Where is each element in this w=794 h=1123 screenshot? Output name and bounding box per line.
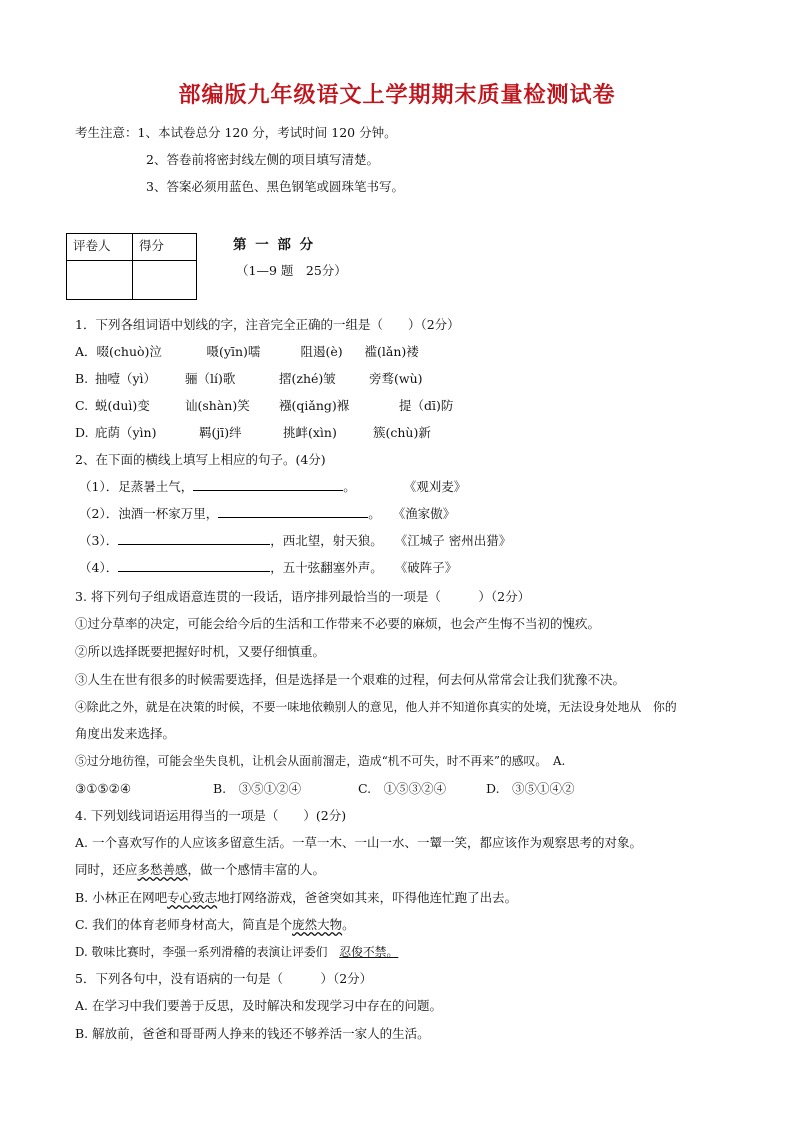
option-word: 抽噎（yì）	[95, 371, 157, 386]
source-title: 《渔家傲》	[392, 506, 456, 521]
option-text: 。	[342, 917, 355, 932]
option-text: C. 我们的体育老师身材高大，简直是个	[75, 917, 293, 932]
underlined-term: 专心致志	[167, 890, 218, 905]
page-title: 部编版九年级语文上学期期末质量检测试卷	[178, 83, 616, 108]
q3-sentence: ②所以选择既要把握好时机，又要仔细慎重。	[75, 644, 326, 659]
underlined-term: 庞然大物	[292, 917, 343, 932]
option-word: 簇(chù)新	[373, 425, 431, 440]
notice-item: 1、本试卷总分 120 分，考试时间 120 分钟。	[137, 125, 397, 140]
option-word: 阻遏(è)	[300, 344, 343, 359]
option-word: 挑衅(xìn)	[283, 425, 337, 440]
line-number: （2）．	[79, 506, 119, 521]
q1-option-d	[75, 424, 431, 442]
option-word: 襁(qiǎng)褓	[279, 398, 350, 413]
question-3-stem: 3. 将下列句子组成语意连贯的一段话，语序排列最恰当的一项是（ ）（2分）	[75, 589, 531, 604]
option-label: A．	[75, 344, 97, 359]
option: ③①⑤②④	[75, 781, 132, 796]
q3-sentence: ①过分草率的决定，可能会给今后的生活和工作带来不必要的麻烦，也会产生悔不当初的愧疚。	[75, 616, 601, 631]
option-text: ，做一个感情丰富的人。	[187, 862, 326, 877]
option-label: D.	[75, 425, 89, 440]
grader-header: 评卷人	[67, 234, 133, 261]
notice-label: 考生注意：	[75, 125, 138, 140]
option-word: 旁骛(wù)	[369, 371, 423, 386]
question-4-stem: 4. 下列划线词语运用得当的一项是（ ）(2分)	[75, 808, 347, 823]
option-text: 地打网络游戏，爸爸突如其来，吓得他连忙跑了出去。	[217, 890, 518, 905]
option: C. ①⑤③②④	[358, 781, 447, 796]
score-cell[interactable]	[133, 261, 197, 300]
score-header: 得分	[133, 234, 197, 261]
q3-sentence: ⑤过分地彷徨，可能会坐失良机，让机会从面前溜走，造成“机不可失，时不再来”的感叹。 A.	[75, 754, 566, 768]
question-1-stem: 1．下列各组词语中划线的字，注音完全正确的一组是（ ）（2分）	[75, 317, 460, 332]
q4-option-a-cont	[75, 861, 325, 879]
question-5-stem: 5．下列各句中，没有语病的一句是（ ）（2分）	[75, 971, 373, 986]
q3-sentence: 角度出发来选择。	[75, 726, 176, 741]
q5-option-a: A. 在学习中我们要善于反思，及时解决和发现学习中存在的问题。	[75, 998, 442, 1013]
q4-option-a: A. 一个喜欢写作的人应该多留意生活。一草一木、一山一水、一颦一笑，都应该作为观察思考的对象。	[75, 835, 642, 850]
q3-sentence: ④除此之外，就是在决策的时候，不要一味地依赖别人的意见，他人并不知道你真实的处境，无法设身处地从 你的	[75, 700, 677, 714]
option-text: D. 敬味比赛时，李强一系列滑稽的表演让评委们	[75, 945, 340, 959]
option-label: B.	[75, 371, 89, 386]
line-text: ，五十弦翻塞外声。	[270, 560, 383, 575]
option-label: C.	[75, 398, 89, 413]
option-text: B. 小林正在网吧	[75, 890, 168, 905]
line-text: ，西北望，射天狼。	[270, 533, 383, 548]
part-subtitle: （1—9 题 25分）	[236, 263, 347, 278]
line-text: 浊酒一杯家万里，	[118, 506, 219, 521]
option-word: 嗫(yīn)嚅	[206, 344, 261, 359]
q2-line-2	[79, 505, 455, 523]
option-word: 啜(chuò)泣	[96, 344, 162, 359]
option-word: 褴(lǎn)褛	[364, 344, 419, 359]
underlined-term: 多愁善感	[137, 862, 188, 877]
option-word: 讪(shàn)笑	[185, 398, 250, 413]
q4-option-d	[75, 943, 398, 961]
grader-cell[interactable]	[67, 261, 133, 300]
line-text: 。	[368, 506, 381, 521]
q3-options	[75, 780, 575, 798]
line-number: （4）．	[79, 560, 119, 575]
line-number: （3）．	[79, 533, 119, 548]
line-text: 足蒸暑土气，	[118, 479, 194, 494]
q1-option-b	[75, 370, 423, 388]
answer-blank[interactable]	[193, 478, 343, 491]
q4-option-b	[75, 889, 517, 907]
source-title: 《江城子 密州出猎》	[394, 533, 512, 548]
source-title: 《观刈麦》	[403, 479, 467, 494]
option-word: 蜕(duì)变	[95, 398, 150, 413]
part-title: 第 一 部 分	[233, 237, 316, 253]
q1-option-c	[75, 397, 453, 415]
option: D. ③⑤①④②	[486, 781, 575, 796]
q4-option-c	[75, 916, 355, 934]
option-word: 羁(jī)绊	[199, 425, 242, 440]
answer-blank[interactable]	[118, 532, 270, 545]
option-word: 摺(zhé)皱	[279, 371, 336, 386]
q1-option-a	[75, 343, 419, 361]
notice-item: 2、答卷前将密封线左侧的项目填写清楚。	[146, 152, 379, 167]
answer-blank[interactable]	[118, 559, 270, 572]
option-word: 提（dī)防	[399, 398, 454, 413]
q2-line-4	[79, 559, 457, 577]
option-text: 。	[386, 945, 399, 959]
notice-item: 3、答案必须用蓝色、黑色钢笔或圆珠笔书写。	[146, 179, 404, 194]
option-text: 同时，还应	[75, 862, 138, 877]
option: B. ③⑤①②④	[213, 781, 302, 796]
option-word: 庇荫（yìn)	[95, 425, 157, 440]
q2-line-3	[79, 532, 511, 550]
underlined-term: 忍俊不禁	[339, 945, 387, 959]
q2-line-1	[79, 478, 466, 496]
score-table	[66, 233, 197, 300]
line-number: （1）．	[79, 479, 119, 494]
notice-line-1	[75, 124, 397, 142]
answer-blank[interactable]	[218, 505, 368, 518]
option-word: 骊（lí)歌	[185, 371, 236, 386]
line-text: 。	[343, 479, 356, 494]
q5-option-b: B. 解放前，爸爸和哥哥两人挣来的钱还不够养活一家人的生活。	[75, 1026, 430, 1041]
question-2-stem: 2、在下面的横线上填写上相应的句子。(4分)	[75, 452, 326, 467]
source-title: 《破阵子》	[394, 560, 458, 575]
q3-sentence: ③人生在世有很多的时候需要选择，但是选择是一个艰难的过程，何去何从常常会让我们犹豫不决。	[75, 672, 626, 687]
